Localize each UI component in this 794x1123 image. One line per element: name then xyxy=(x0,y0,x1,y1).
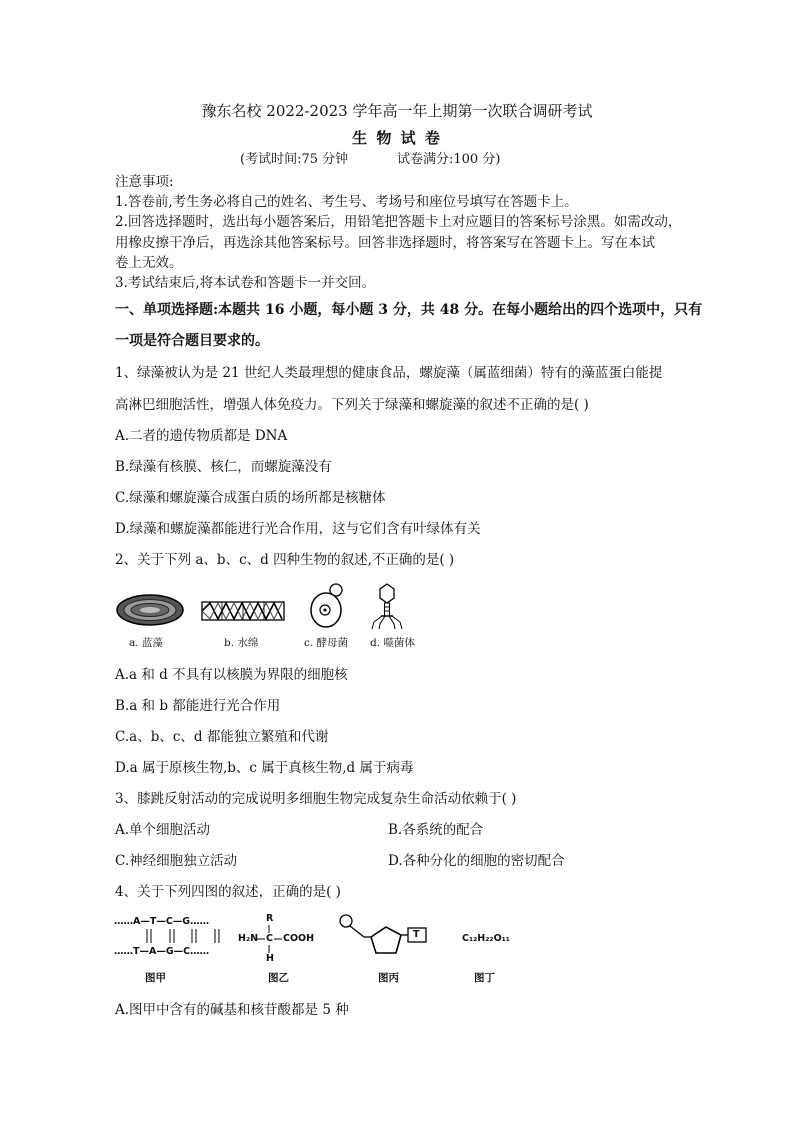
fig-caption-a: a. 蓝藻 xyxy=(129,637,163,649)
spirogyra-figure xyxy=(201,600,285,622)
q1-option-a: A.二者的遗传物质都是 DNA xyxy=(115,428,288,444)
amino-acid-r-group: R xyxy=(266,913,274,924)
amino-acid-bonds xyxy=(230,920,290,960)
note-2-line-3: 卷上无效。 xyxy=(115,255,183,271)
cyanobacteria-figure xyxy=(115,592,185,632)
bacteriophage-figure xyxy=(370,582,404,630)
note-1: 1.答卷前,考生务必将自己的姓名、考生号、考场号和座位号填写在答题卡上。 xyxy=(115,194,578,210)
q2-option-a: A.a 和 d 不具有以核膜为界限的细胞核 xyxy=(115,667,348,683)
section-1-line-1: 一、单项选择题:本题共 16 小题，每小题 3 分，共 48 分。在每小题给出的四个选项中，只有 xyxy=(115,302,703,318)
q3-option-d: D.各种分化的细胞的密切配合 xyxy=(388,853,565,869)
q2-stem: 2、关于下列 a、b、c、d 四种生物的叙述,不正确的是( ) xyxy=(115,552,455,568)
carboxyl-group: COOH xyxy=(283,933,315,944)
note-2-line-2: 用橡皮擦干净后，再选涂其他答案标号。回答非选择题时，将答案写在答题卡上。写在本试 xyxy=(115,235,655,251)
q2-option-d: D.a 属于原核生物,b、c 属于真核生物,d 属于病毒 xyxy=(115,760,414,776)
q2-option-b: B.a 和 b 都能进行光合作用 xyxy=(115,698,281,714)
exam-title: 豫东名校 2022-2023 学年高一年上期第一次联合调研考试 xyxy=(201,102,593,120)
q3-stem: 3、膝跳反射活动的完成说明多细胞生物完成复杂生命活动依赖于( ) xyxy=(115,791,517,807)
exam-time: (考试时间:75 分钟 xyxy=(240,152,349,167)
fig-caption-d: d. 噬菌体 xyxy=(370,637,415,649)
q1-stem-line-1: 1、绿藻被认为是 21 世纪人类最理想的健康食品，螺旋藻（属蓝细菌）特有的藻蓝蛋白能提 xyxy=(115,365,663,381)
fig-caption-ding: 图丁 xyxy=(474,972,495,984)
dna-base-pair-lines xyxy=(114,928,224,948)
q2-option-c: C.a、b、c、d 都能独立繁殖和代谢 xyxy=(115,729,329,745)
dna-top-strand: ……A—T—C—G…… xyxy=(114,916,210,927)
fig-caption-jia: 图甲 xyxy=(145,972,166,984)
fig-caption-b: b. 水绵 xyxy=(224,637,259,649)
note-2-line-1: 2.回答选择题时，选出每小题答案后，用铅笔把答题卡上对应题目的答案标号涂黑。如需改动， xyxy=(115,214,682,230)
alpha-carbon: C xyxy=(266,933,273,944)
section-1-line-2: 一项是符合题目要求的。 xyxy=(115,333,269,349)
q1-option-b: B.绿藻有核膜、核仁，而螺旋藻没有 xyxy=(115,459,332,475)
amino-group: H₂N xyxy=(238,933,259,944)
exam-score: 试卷满分:100 分) xyxy=(397,152,501,167)
notes-heading: 注意事项: xyxy=(115,174,174,190)
q3-option-c: C.神经细胞独立活动 xyxy=(115,853,238,869)
q1-option-c: C.绿藻和螺旋藻合成蛋白质的场所都是核糖体 xyxy=(115,490,386,506)
dna-bottom-strand: ……T—A—G—C…… xyxy=(114,946,210,957)
amino-acid-hydrogen: H xyxy=(266,953,274,964)
disaccharide-formula: C₁₂H₂₂O₁₁ xyxy=(462,933,510,944)
thymine-base-label: T xyxy=(413,929,420,940)
yeast-figure xyxy=(306,580,350,630)
q3-option-b: B.各系统的配合 xyxy=(388,822,484,838)
q1-option-d: D.绿藻和螺旋藻都能进行光合作用，这与它们含有叶绿体有关 xyxy=(115,521,481,537)
subject-title: 生 物 试 卷 xyxy=(352,129,442,147)
note-3: 3.考试结束后,将本试卷和答题卡一并交回。 xyxy=(115,275,376,291)
fig-caption-bing: 图丙 xyxy=(378,972,399,984)
q1-stem-line-2: 高淋巴细胞活性，增强人体免疫力。下列关于绿藻和螺旋藻的叙述不正确的是( ) xyxy=(115,397,589,413)
fig-caption-yi: 图乙 xyxy=(268,972,289,984)
q4-stem: 4、关于下列四图的叙述，正确的是( ) xyxy=(115,884,341,900)
q3-option-a: A.单个细胞活动 xyxy=(115,822,211,838)
q4-option-a: A.图甲中含有的碱基和核苷酸都是 5 种 xyxy=(115,1002,349,1018)
fig-caption-c: c. 酵母菌 xyxy=(304,637,349,649)
